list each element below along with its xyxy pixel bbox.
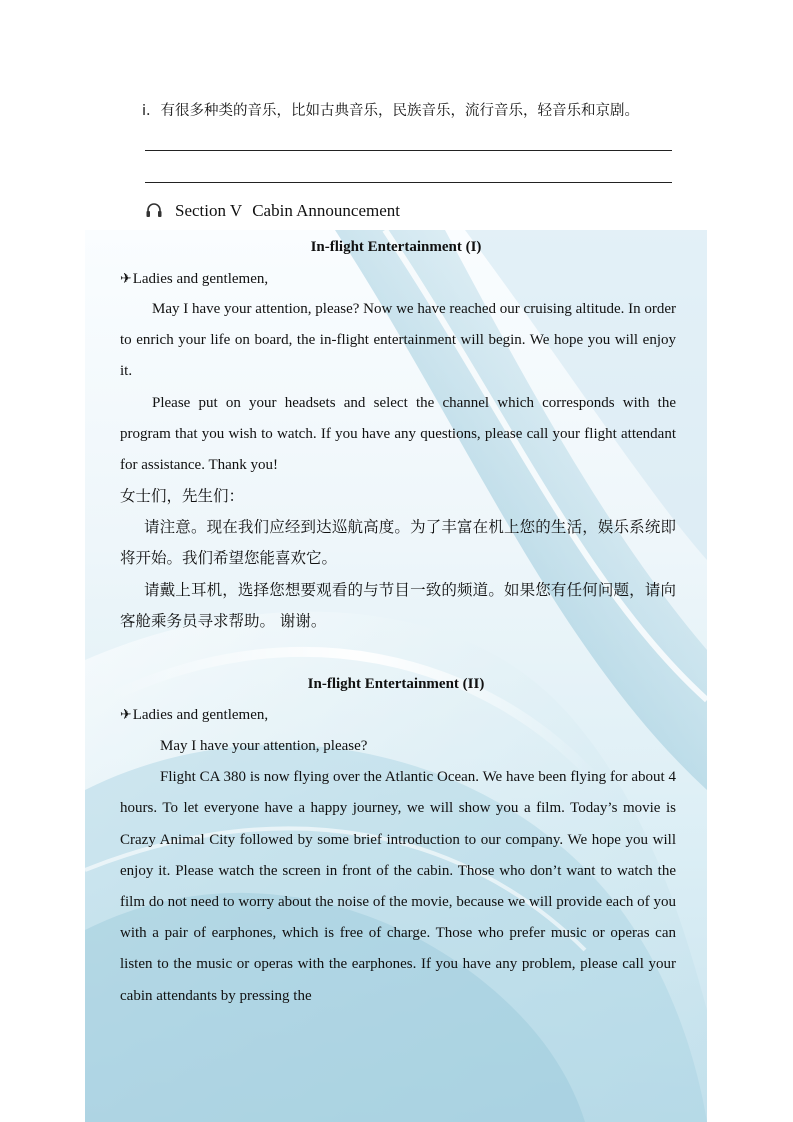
section-header bbox=[145, 199, 400, 223]
announcement-2-salutation bbox=[120, 704, 268, 726]
announcement-1-paragraph: May I have your attention, please? Now we have reached our cruising altitude. In order to enrich your life on board, the in-flight entertainment will begin. We hope you will enjoy it. bbox=[120, 301, 676, 380]
announcement-1-body bbox=[120, 294, 676, 481]
announcement-1-title: In-flight Entertainment (I) bbox=[310, 239, 482, 255]
answer-line-2 bbox=[145, 182, 672, 183]
announcement-1-paragraph: Please put on your headsets and select the channel which corresponds with the program that you wish to watch. If you have any questions, please call your flight attendant for assistance. Thank you! bbox=[120, 394, 676, 474]
announcement-1-cn-paragraph: 请戴上耳机，选择您想要观看的与节目一致的频道。如果您有任何问题，请向客舱乘务员寻求帮助。 谢谢。 bbox=[120, 580, 676, 630]
exercise-item-text: 有很多种类的音乐，比如古典音乐，民族音乐，流行音乐，轻音乐和京剧。 bbox=[160, 103, 640, 119]
answer-line-1 bbox=[145, 150, 672, 151]
announcement-2-paragraph: Flight CA 380 is now flying over the Atlantic Ocean. We have been flying for about 4 hours. To let everyone have a happy journey, we will show you a film. Today’s movie is Crazy Animal City followed by some brief introduction to our company. We hope you will enjoy it. Please watch the screen in front of the cabin. Those who don’t want to watch the film do not need to worry about the noise of the movie, because we will provide each of you with a pair of earphones, which is free of charge. Those who prefer music or operas can listen to the music or operas with the earphones. If you have any problem, please call your cabin attendants by pressing the bbox=[120, 769, 676, 1004]
exercise-item-label: i． bbox=[142, 103, 161, 119]
headset-icon bbox=[145, 201, 163, 219]
announcement-1-salutation bbox=[120, 268, 268, 290]
announcement-1-cn-greeting: 女士们，先生们： bbox=[120, 487, 245, 505]
announcement-2-title: In-flight Entertainment (II) bbox=[307, 676, 485, 692]
announcement-1-cn-paragraph: 请注意。现在我们应经到达巡航高度。为了丰富在机上您的生活，娱乐系统即将开始。我们希望您能喜欢它。 bbox=[120, 518, 676, 568]
airplane-icon: ✈ bbox=[120, 707, 132, 723]
announcement-1-salutation-text: Ladies and gentlemen, bbox=[132, 271, 269, 287]
section-name: Cabin Announcement bbox=[252, 201, 400, 220]
announcement-1-chinese bbox=[120, 481, 676, 637]
section-number: Section V bbox=[175, 201, 243, 220]
announcement-2-salutation-text: Ladies and gentlemen, bbox=[132, 707, 269, 723]
airplane-icon: ✈ bbox=[120, 271, 132, 287]
exercise-item-i bbox=[142, 100, 682, 122]
announcement-2-body bbox=[120, 731, 676, 1012]
announcement-2-paragraph: May I have your attention, please? bbox=[160, 738, 368, 754]
